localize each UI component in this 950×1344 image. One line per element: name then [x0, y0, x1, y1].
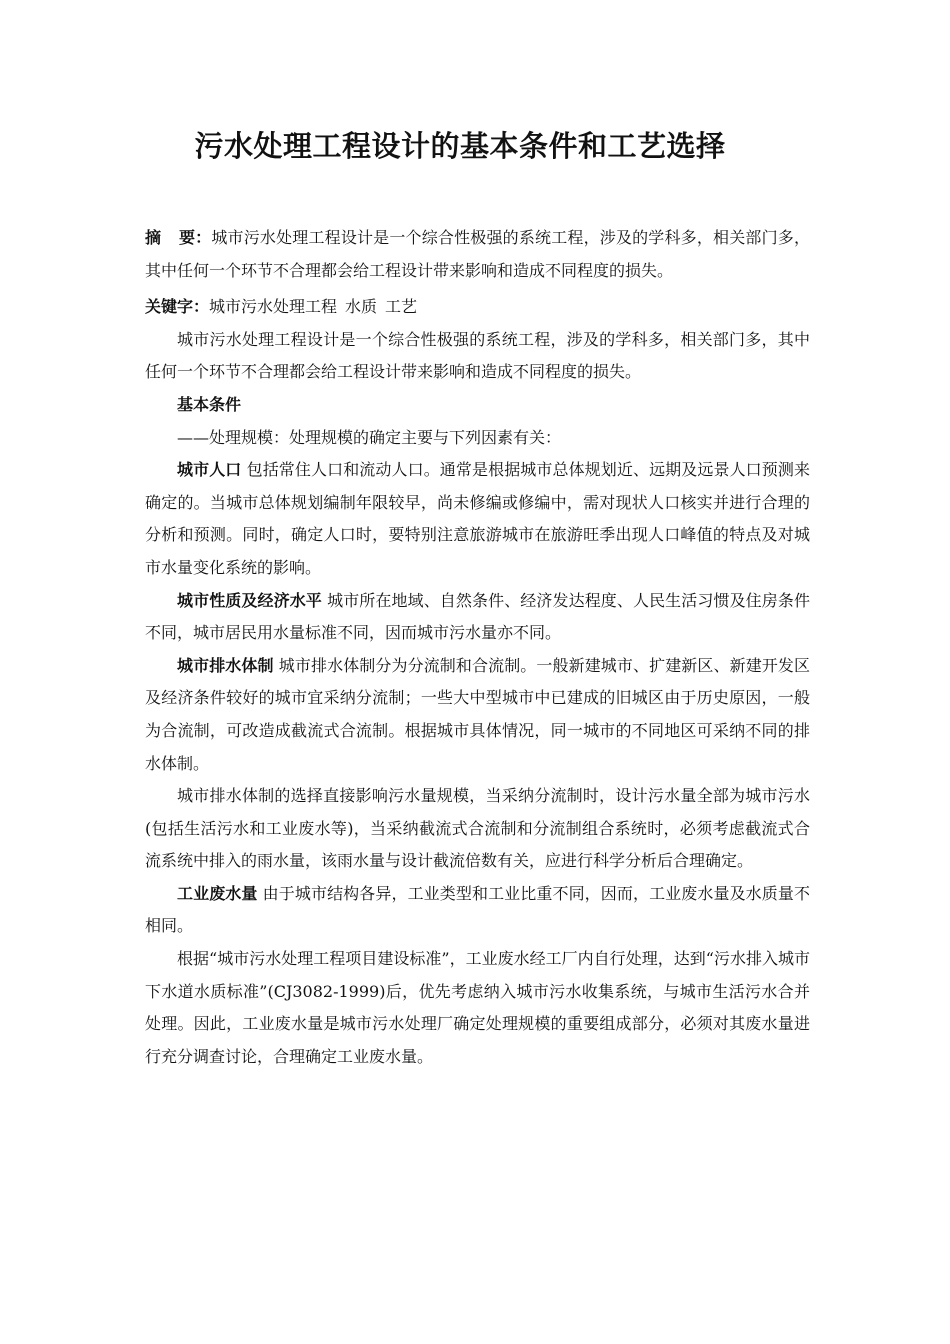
paragraph-drainage-system — [145, 650, 810, 780]
section-heading: 基本条件 — [177, 394, 242, 414]
paragraph-standard — [145, 943, 810, 1073]
abstract-label-a: 摘 — [145, 228, 162, 247]
paragraph-text: 城市所在地域、自然条件、经济发达程度、人民生活习惯及住房条件不同，城市居民用水量标准不同，因而城市污水量亦不同。 — [145, 590, 810, 643]
abstract-text: 城市污水处理工程设计是一个综合性极强的系统工程，涉及的学科多，相关部门多，其中任何一个环节不合理都会给工程设计带来影响和造成不同程度的损失。 — [145, 228, 810, 280]
paragraph-city-economy — [145, 585, 810, 650]
page-title: 污水处理工程设计的基本条件和工艺选择 — [194, 129, 726, 163]
document-body — [145, 222, 810, 1073]
keywords-label: 关键字： — [145, 297, 210, 317]
paragraph-lead: 城市性质及经济水平 — [177, 590, 322, 610]
paragraph-drainage-choice — [145, 780, 810, 878]
paragraph-city-population — [145, 454, 810, 584]
paragraph-text: 由于城市结构各异，工业类型和工业比重不同，因而，工业废水量及水质量不相同。 — [145, 883, 810, 936]
abstract-label-b: 要： — [178, 228, 212, 247]
paragraph-lead: 工业废水量 — [177, 883, 258, 903]
abstract-paragraph — [145, 222, 810, 287]
keyword-item: 城市污水处理工程 — [209, 297, 338, 317]
subsection-line: ——处理规模：处理规模的确定主要与下列因素有关： — [177, 427, 562, 447]
paragraph-lead: 城市排水体制 — [177, 655, 274, 675]
paragraph-lead: 城市人口 — [177, 460, 242, 480]
keyword-item: 工艺 — [385, 297, 418, 317]
keyword-item: 水质 — [345, 297, 378, 317]
paragraph-text: 根据“城市污水处理工程项目建设标准”，工业废水经工厂内自行处理，达到“污水排入城市下水道水质标准”(CJ3082-1999)后，优先考虑纳入城市污水收集系统，与城市生活污水合并处理。因此，工业废水量是城市污水处理厂确定处理规模的重要组成部分，必须对其废水量进行充分调查讨论，合理确定工业废水量。 — [145, 949, 810, 1066]
paragraph-text: 包括常住人口和流动人口。通常是根据城市总体规划近、远期及远景人口预测来确定的。当城市总体规划编制年限较早，尚未修编或修编中，需对现状人口核实并进行合理的分析和预测。同时，确定人口时，要特别注意旅游城市在旅游旺季出现人口峰值的特点及对城市水量变化系统的影响。 — [145, 460, 810, 577]
paragraph-text: 城市排水体制的选择直接影响污水量规模，当采纳分流制时，设计污水量全部为城市污水(包括生活污水和工业废水等)，当采纳截流式合流制和分流制组合系统时，必须考虑截流式合流系统中排入的雨水量，该雨水量与设计截流倍数有关，应进行科学分析后合理确定。 — [145, 786, 810, 871]
paragraph-text: 城市排水体制分为分流制和合流制。一般新建城市、扩建新区、新建开发区及经济条件较好的城市宜采纳分流制；一些大中型城市中已建成的旧城区由于历史原因，一般为合流制，可改造成截流式合流制。根据城市具体情况，同一城市的不同地区可采纳不同的排水体制。 — [145, 655, 810, 773]
paragraph-industrial-wastewater — [145, 878, 810, 943]
intro-paragraph: 城市污水处理工程设计是一个综合性极强的系统工程，涉及的学科多，相关部门多，其中任何一个环节不合理都会给工程设计带来影响和造成不同程度的损失。 — [145, 329, 810, 382]
keywords-line — [145, 291, 810, 324]
